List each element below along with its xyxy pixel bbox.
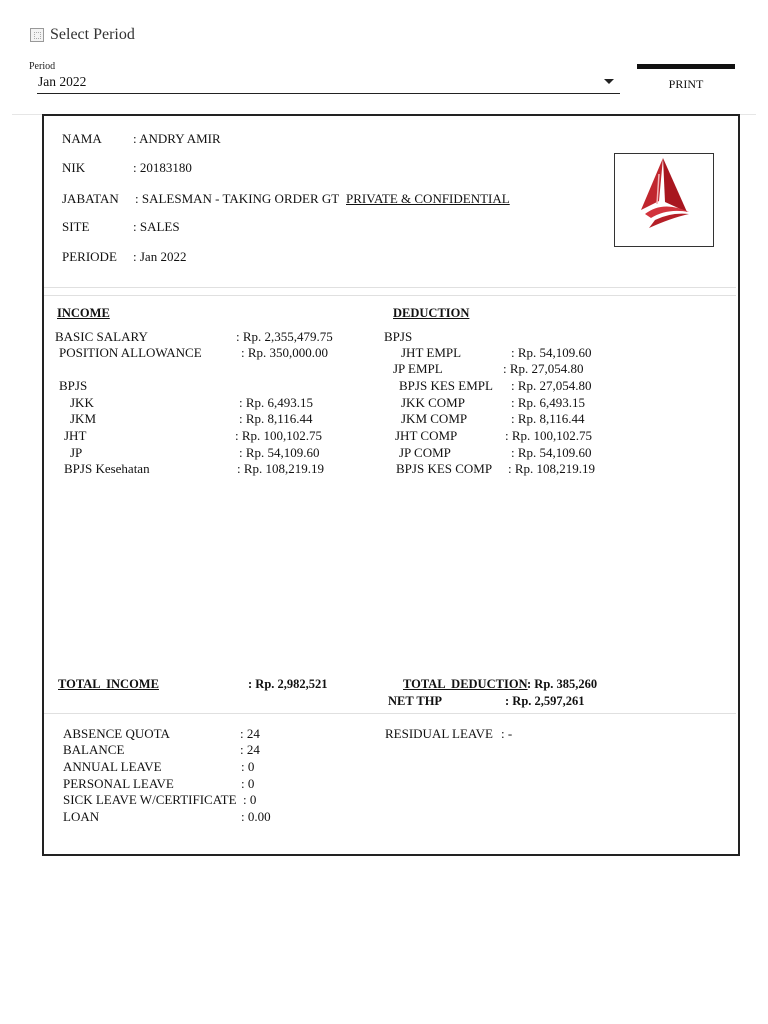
period-select[interactable]	[37, 73, 620, 94]
jabatan-label: JABATAN	[62, 191, 119, 206]
sick-leave-label: SICK LEAVE W/CERTIFICATE	[63, 792, 237, 807]
jkk-comp-label: JKK COMP	[401, 395, 465, 410]
net-thp-value: : Rp. 2,597,261	[505, 694, 585, 708]
jht-empl-label: JHT EMPL	[401, 345, 462, 360]
jp-value: : Rp. 54,109.60	[239, 445, 320, 460]
nama-label: NAMA	[62, 131, 102, 146]
print-button[interactable]	[637, 64, 735, 94]
total-income-label: TOTAL INCOME	[58, 677, 159, 691]
section-divider	[44, 287, 736, 288]
jht-comp-label: JHT COMP	[395, 428, 458, 443]
deduction-heading: DEDUCTION	[393, 306, 470, 320]
position-allowance-label: POSITION ALLOWANCE	[59, 345, 202, 360]
bpjs-kes-empl-label: BPJS KES EMPL	[399, 378, 493, 393]
loan-label: LOAN	[63, 809, 100, 824]
jkm-label: JKM	[70, 411, 97, 426]
personal-leave-value: : 0	[241, 776, 255, 791]
jkm-comp-value: : Rp. 8,116.44	[511, 411, 585, 426]
checkbox-icon[interactable]	[30, 28, 44, 42]
total-deduction-label: TOTAL DEDUCTION	[403, 677, 528, 691]
jht-comp-value: : Rp. 100,102.75	[505, 428, 593, 443]
jp-label: JP	[70, 445, 83, 460]
bpjs-kesehatan-value: : Rp. 108,219.19	[237, 461, 325, 476]
income-bpjs-label: BPJS	[59, 378, 88, 393]
personal-leave-label: PERSONAL LEAVE	[63, 776, 174, 791]
jkk-label: JKK	[70, 395, 94, 410]
period-label: Period	[29, 61, 56, 72]
loan-value: : 0.00	[241, 809, 271, 824]
company-logo-icon	[615, 154, 713, 246]
select-period-header	[30, 26, 135, 44]
jkm-value: : Rp. 8,116.44	[239, 411, 313, 426]
annual-leave-value: : 0	[241, 759, 255, 774]
balance-label: BALANCE	[63, 742, 125, 757]
balance-value: : 24	[240, 742, 260, 757]
position-allowance-value: : Rp. 350,000.00	[241, 345, 329, 360]
nama-value: : ANDRY AMIR	[133, 131, 221, 146]
basic-salary-label: BASIC SALARY	[55, 329, 148, 344]
site-value: : SALES	[133, 219, 180, 234]
jabatan-value: : SALESMAN - TAKING ORDER GT	[135, 191, 340, 206]
income-heading: INCOME	[57, 306, 110, 320]
company-logo	[614, 153, 714, 247]
bpjs-kes-comp-label: BPJS KES COMP	[396, 461, 493, 476]
print-button-label: PRINT	[668, 77, 704, 91]
confidential-note: PRIVATE & CONFIDENTIAL	[346, 191, 510, 206]
print-button-bar	[637, 64, 735, 69]
deduction-bpjs-label: BPJS	[384, 329, 413, 344]
period-selected-value: Jan 2022	[38, 74, 87, 89]
nik-value: : 20183180	[133, 160, 192, 175]
residual-leave-label: RESIDUAL LEAVE	[385, 726, 493, 741]
jkm-comp-label: JKM COMP	[401, 411, 468, 426]
bpjs-kesehatan-label: BPJS Kesehatan	[64, 461, 150, 476]
jp-comp-value: : Rp. 54,109.60	[511, 445, 592, 460]
periode-value: : Jan 2022	[133, 249, 187, 264]
jp-comp-label: JP COMP	[399, 445, 451, 460]
absence-quota-value: : 24	[240, 726, 260, 741]
sick-leave-value: : 0	[243, 792, 257, 807]
section-divider	[44, 295, 736, 296]
jht-value: : Rp. 100,102.75	[235, 428, 323, 443]
bpjs-kes-comp-value: : Rp. 108,219.19	[508, 461, 596, 476]
nik-label: NIK	[62, 160, 86, 175]
net-thp-label: NET THP	[388, 694, 443, 708]
jht-empl-value: : Rp. 54,109.60	[511, 345, 592, 360]
jkk-value: : Rp. 6,493.15	[239, 395, 314, 410]
annual-leave-label: ANNUAL LEAVE	[63, 759, 162, 774]
section-divider	[44, 713, 736, 714]
residual-leave-value: : -	[501, 726, 513, 741]
jkk-comp-value: : Rp. 6,493.15	[511, 395, 586, 410]
page-title: Select Period	[50, 26, 135, 43]
jp-empl-label: JP EMPL	[393, 361, 443, 376]
absence-quota-label: ABSENCE QUOTA	[63, 726, 170, 741]
caret-down-icon	[604, 79, 614, 84]
jp-empl-value: : Rp. 27,054.80	[503, 361, 584, 376]
jht-label: JHT	[64, 428, 87, 443]
total-income-value: : Rp. 2,982,521	[248, 677, 328, 691]
basic-salary-value: : Rp. 2,355,479.75	[236, 329, 333, 344]
periode-label: PERIODE	[62, 249, 117, 264]
site-label: SITE	[62, 219, 90, 234]
total-deduction-value: : Rp. 385,260	[527, 677, 598, 691]
bpjs-kes-empl-value: : Rp. 27,054.80	[511, 378, 592, 393]
